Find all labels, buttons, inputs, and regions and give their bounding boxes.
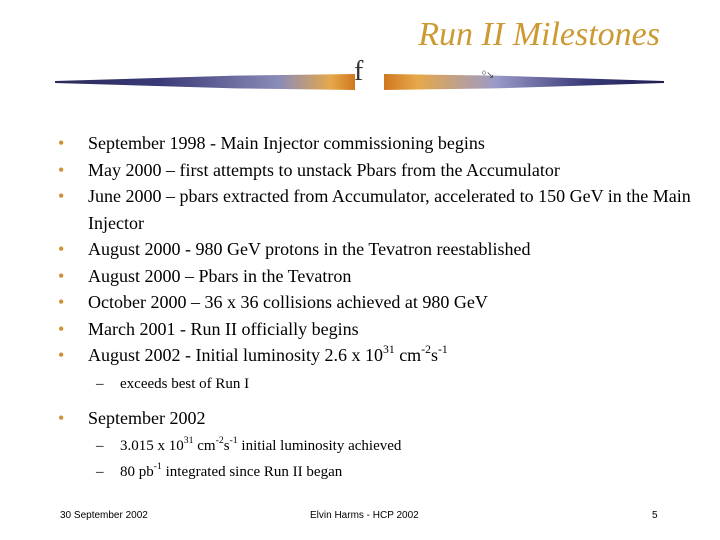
bullet-icon: • — [58, 265, 65, 286]
list-item — [58, 183, 698, 236]
list-item-text: March 2001 - Run II officially begins — [88, 318, 359, 339]
bullet-list — [58, 130, 698, 483]
dash-icon: – — [96, 464, 104, 480]
dash-icon: – — [96, 375, 104, 392]
sub-list-item: – exceeds best of Run I — [58, 373, 698, 395]
list-item-text: June 2000 – pbars extracted from Accumulator, accelerated to 150 GeV in the Main Injector — [88, 186, 691, 233]
footer-date: 30 September 2002 — [60, 510, 148, 521]
bullet-icon: • — [58, 159, 65, 180]
list-item-text: August 2000 - 980 GeV protons in the Tevatron reestablished — [88, 239, 531, 259]
list-item-text: October 2000 – 36 x 36 collisions achieved at 980 GeV — [88, 292, 488, 312]
sub-list-item: – 80 $pb^{-1}$ integrated since Run II began — [58, 461, 698, 483]
list-item-luminosity: • August 2002 - Initial luminosity 2.6 x $10^{31}$ $cm^{-2}s^{-1}$ — [58, 342, 698, 369]
bullet-icon: • — [58, 318, 65, 339]
list-item — [58, 157, 698, 184]
bullet-icon: • — [58, 133, 65, 153]
list-item-text: May 2000 – first attempts to unstack Pbars from the Accumulator — [88, 159, 560, 180]
dash-icon: – — [96, 438, 104, 454]
list-item — [58, 236, 698, 263]
list-item-september-2002: • September 2002 — [58, 405, 698, 432]
bullet-icon: • — [58, 345, 65, 365]
slide-title: Run II Milestones — [418, 16, 660, 53]
list-item-text: September 1998 - Main Injector commissioning begins — [88, 133, 485, 153]
bullet-icon: • — [58, 407, 65, 428]
title-rule-right — [384, 74, 664, 90]
list-item-text: August 2000 – Pbars in the Tevatron — [88, 265, 352, 286]
list-item — [58, 289, 698, 316]
footer-author: Elvin Harms - HCP 2002 — [310, 510, 419, 521]
title-rule-left — [55, 74, 355, 90]
page-number: 5 — [652, 510, 658, 521]
sub-list-item: – 3.015 x $10^{31}$ $cm^{-2}s^{-1}$ initial luminosity achieved — [58, 435, 698, 457]
list-item — [58, 130, 698, 157]
bullet-icon: • — [58, 292, 65, 312]
list-item — [58, 263, 698, 290]
bullet-icon: • — [58, 239, 65, 259]
title-rule-mark: ⁰↘ — [482, 70, 495, 81]
list-item — [58, 316, 698, 343]
bullet-icon: • — [58, 186, 65, 206]
title-rule-glyph: f — [354, 56, 364, 87]
